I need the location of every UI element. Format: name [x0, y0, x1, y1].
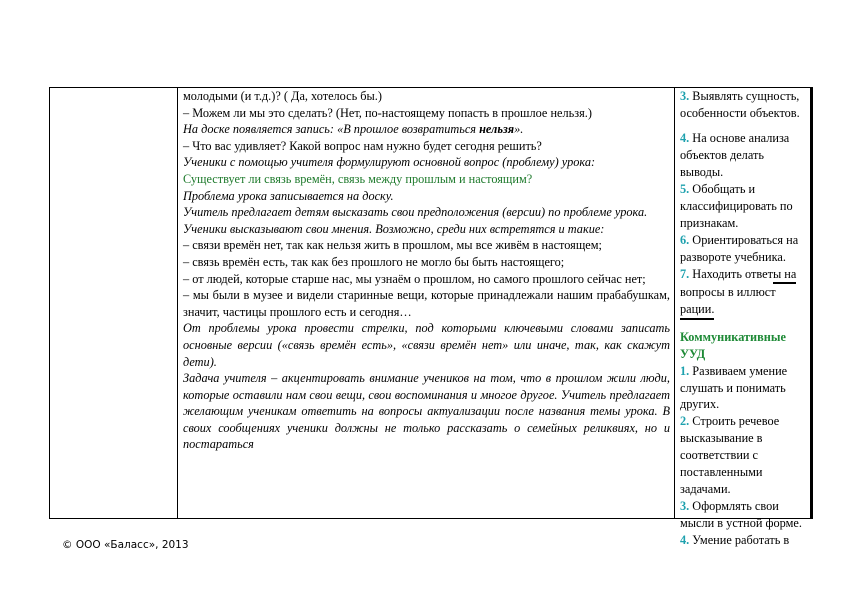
- version-item: – мы были в музее и видели старинные вещи, которые принадлежали нашим прабабушкам, значит, частицы прошлого есть и сегодня…: [183, 288, 670, 319]
- uud-item: 5. Обобщать и классифицировать по признакам.: [680, 182, 793, 230]
- uud-cell: [677, 88, 813, 547]
- uud-item: 4. Умение работать в: [680, 532, 790, 547]
- text-line: Ученики с помощью учителя формулируют основной вопрос (проблему) урока:: [183, 155, 596, 170]
- uud-item: 7. Находить ответы на вопросы в иллюстрации.: [680, 266, 810, 321]
- uud-item: 4. На основе анализа объектов делать выводы.: [680, 131, 790, 180]
- text-line: Учитель предлагает детям высказать свои предположения (версии) по проблеме урока.: [183, 205, 648, 220]
- uud-heading: Коммуникативные УУД: [680, 329, 786, 361]
- uud-item: 1. Развиваем умение слушать и понимать других.: [680, 363, 788, 412]
- text-line: От проблемы урока провести стрелки, под которыми ключевыми словами записать основные версии («связь времён есть», «связи времён нет» или иначе, так, как скажут дети).: [183, 321, 670, 369]
- text-line: – Что вас удивляет? Какой вопрос нам нужно будет сегодня решить?: [183, 138, 542, 153]
- column-divider-right: [674, 88, 675, 518]
- uud-item: 3. Выявлять сущность, особенности объектов.: [680, 89, 800, 120]
- copyright-footer: © ООО «Баласс», 2013: [62, 539, 189, 551]
- version-item: – связи времён нет, так как нельзя жить в прошлом, мы все живём в настоящем;: [183, 238, 602, 253]
- uud-item: 2. Строить речевое высказывание в соответствии с поставленными задачами.: [680, 414, 780, 496]
- text-line: Проблема урока записывается на доску.: [183, 188, 394, 203]
- board-note: На доске появляется запись: «В прошлое возвратиться нельзя».: [183, 122, 524, 137]
- lesson-problem: Существует ли связь времён, связь между прошлым и настоящим?: [183, 171, 533, 186]
- text-line: молодыми (и т.д.)? ( Да, хотелось бы.): [183, 89, 382, 103]
- lesson-content-cell: [180, 88, 674, 518]
- version-item: – связь времён есть, так как без прошлого не могло бы быть настоящего;: [183, 254, 565, 269]
- uud-item: 3. Оформлять свои мысли в устной форме.: [680, 498, 802, 530]
- column-divider-left: [177, 88, 178, 518]
- teacher-task: Задача учителя – акцентировать внимание учеников на том, что в прошлом жили люди, которые оставили нам свои вещи, свои воспоминания и многое другое. Учитель предлагает желающим ученикам ответить на вопросы актуализации после названия темы урока. В своих сообщениях ученики должны не только рассказать о семейных реликвиях, но и постараться: [183, 371, 670, 452]
- table-right-border: [810, 87, 813, 519]
- uud-item: 6. Ориентироваться на развороте учебника.: [680, 232, 799, 264]
- version-item: – от людей, которые старше нас, мы узнаём о прошлом, но самого прошлого сейчас нет;: [183, 271, 646, 286]
- text-line: Ученики высказывают свои мнения. Возможно, среди них встретятся и такие:: [183, 221, 605, 236]
- text-line: – Можем ли мы это сделать? (Нет, по-настоящему попасть в прошлое нельзя.): [183, 105, 592, 120]
